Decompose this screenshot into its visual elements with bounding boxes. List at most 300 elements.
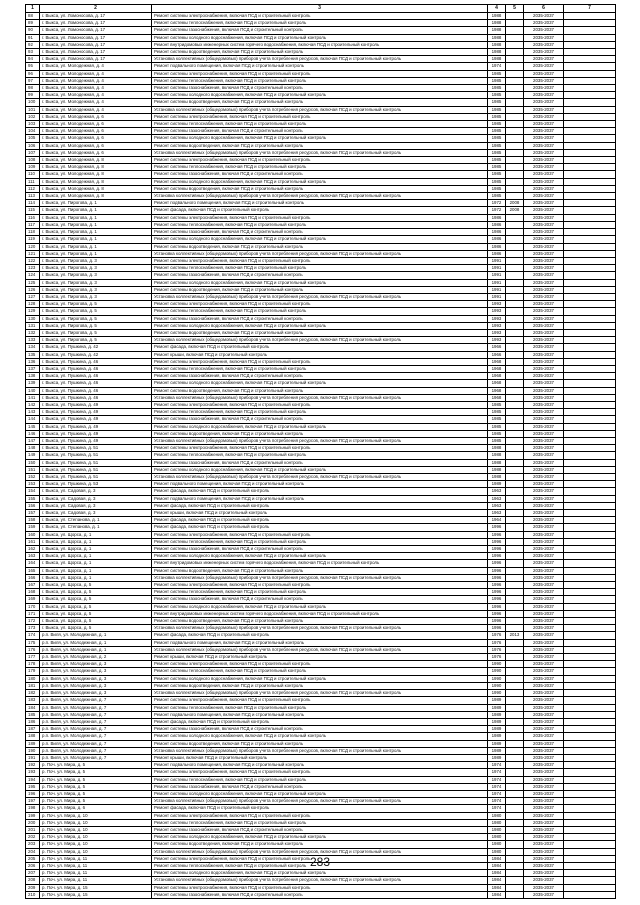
table-cell: 2035-2037 <box>524 488 564 495</box>
table-cell: 208 <box>26 877 40 884</box>
table-cell: 197 <box>26 798 40 805</box>
table-cell <box>506 812 524 819</box>
table-cell <box>506 517 524 524</box>
table-cell: Ремонт системы водоотведения, включая ПСД и строительный контроль <box>152 618 488 625</box>
table-cell <box>564 315 616 322</box>
table-cell: Ремонт системы водоотведения, включая ПСД и строительный контроль <box>152 185 488 192</box>
table-cell: 1988 <box>488 27 506 34</box>
table-cell: 106 <box>26 142 40 149</box>
table-row <box>26 798 616 805</box>
table-cell: Ремонт системы водоотведения, включая ПСД и строительный контроль <box>152 740 488 747</box>
table-cell <box>506 783 524 790</box>
table-cell <box>564 236 616 243</box>
table-cell: 2035-2037 <box>524 682 564 689</box>
table-row <box>26 308 616 315</box>
table-cell <box>506 92 524 99</box>
table-cell <box>564 877 616 884</box>
table-cell: Ремонт внутридомовых инженерных систем горячего водоснабжения, включая ПСД и строительный контроль <box>152 560 488 567</box>
table-cell: 1991 <box>488 286 506 293</box>
table-cell: 179 <box>26 668 40 675</box>
table-cell: 173 <box>26 625 40 632</box>
table-cell <box>564 49 616 56</box>
table-cell <box>564 221 616 228</box>
table-cell: р. Поч. ул. Мира, д. 10 <box>40 841 152 848</box>
table-cell: 1984 <box>488 891 506 898</box>
table-cell: 2035-2037 <box>524 445 564 452</box>
table-cell: 1966 <box>488 344 506 351</box>
table-cell <box>506 502 524 509</box>
table-cell: 2035-2037 <box>524 142 564 149</box>
table-cell: 1980 <box>488 812 506 819</box>
table-cell: 2035-2037 <box>524 185 564 192</box>
table-row <box>26 250 616 257</box>
table-row <box>26 301 616 308</box>
table-cell: Ремонт подвального помещения, включая ПСД и строительный контроль <box>152 711 488 718</box>
table-cell: 2035-2037 <box>524 193 564 200</box>
table-cell: 140 <box>26 387 40 394</box>
table-cell: Ремонт подвального помещения, включая ПСД и строительный контроль <box>152 639 488 646</box>
table-cell: 1980 <box>488 848 506 855</box>
table-cell: 207 <box>26 870 40 877</box>
table-cell: Ремонт системы водоотведения, включая ПСД и строительный контроль <box>152 49 488 56</box>
table-cell: 2035-2037 <box>524 272 564 279</box>
table-cell: 127 <box>26 293 40 300</box>
table-cell: 116 <box>26 214 40 221</box>
table-cell: 2035-2037 <box>524 740 564 747</box>
table-row <box>26 34 616 41</box>
table-cell: 2035-2037 <box>524 70 564 77</box>
table-row <box>26 488 616 495</box>
table-cell <box>564 524 616 531</box>
table-cell <box>506 41 524 48</box>
table-cell: Ремонт системы теплоснабжения, включая ПСД и строительный контроль <box>152 77 488 84</box>
table-cell <box>564 826 616 833</box>
table-cell <box>564 63 616 70</box>
table-cell: р.п. Виля, ул. Молодежная, д. 7 <box>40 733 152 740</box>
table-cell: 2035-2037 <box>524 387 564 394</box>
table-row <box>26 754 616 761</box>
table-cell: 1985 <box>488 142 506 149</box>
table-cell <box>506 301 524 308</box>
table-row <box>26 272 616 279</box>
table-cell <box>564 387 616 394</box>
table-cell: 1985 <box>488 135 506 142</box>
table-cell: 1991 <box>488 265 506 272</box>
table-cell: 1996 <box>488 582 506 589</box>
table-cell: 189 <box>26 740 40 747</box>
table-cell <box>564 243 616 250</box>
table-cell <box>506 142 524 149</box>
table-cell <box>506 171 524 178</box>
table-cell: 1988 <box>488 41 506 48</box>
table-cell: р. Поч. ул. Мира, д. 5 <box>40 762 152 769</box>
table-cell: Ремонт системы электроснабжения, включая ПСД и строительный контроль <box>152 769 488 776</box>
table-cell: 2035-2037 <box>524 495 564 502</box>
table-cell: 2035-2037 <box>524 783 564 790</box>
table-row <box>26 517 616 524</box>
table-cell <box>564 250 616 257</box>
table-cell: Установка коллективных (общедомовых) приборов учета потребления ресурсов, включая ПСД и строительный контроль <box>152 293 488 300</box>
table-cell: 2035-2037 <box>524 834 564 841</box>
table-cell: 1976 <box>488 646 506 653</box>
table-cell <box>564 286 616 293</box>
table-cell <box>506 841 524 848</box>
table-row <box>26 553 616 560</box>
table-cell: 202 <box>26 834 40 841</box>
table-cell: 2035-2037 <box>524 733 564 740</box>
table-cell <box>506 236 524 243</box>
table-cell: 2035-2037 <box>524 618 564 625</box>
table-cell: Ремонт системы теплоснабжения, включая ПСД и строительный контроль <box>152 538 488 545</box>
table-cell: 2035-2037 <box>524 308 564 315</box>
table-cell: Ремонт системы теплоснабжения, включая ПСД и строительный контроль <box>152 452 488 459</box>
table-cell: г. Выкса, ул. Пушкина, д. 42 <box>40 351 152 358</box>
table-cell: 105 <box>26 135 40 142</box>
table-cell: 131 <box>26 322 40 329</box>
table-cell: Ремонт системы газоснабжения, включая ПСД и строительный контроль <box>152 171 488 178</box>
table-cell: 95 <box>26 63 40 70</box>
table-cell: 1968 <box>488 358 506 365</box>
table-cell: 2035-2037 <box>524 257 564 264</box>
table-cell <box>506 618 524 625</box>
table-cell: 2035-2037 <box>524 63 564 70</box>
table-cell: г. Выкса, ул. Щорса, д. 1 <box>40 538 152 545</box>
table-cell: 1989 <box>488 733 506 740</box>
table-cell: 94 <box>26 56 40 63</box>
table-cell: р. Поч. ул. Мира, д. 11 <box>40 877 152 884</box>
table-cell: 200 <box>26 819 40 826</box>
table-cell: 2035-2037 <box>524 430 564 437</box>
table-cell: 143 <box>26 409 40 416</box>
table-cell <box>564 884 616 891</box>
table-cell: 182 <box>26 690 40 697</box>
table-cell: 2035-2037 <box>524 380 564 387</box>
table-cell <box>506 128 524 135</box>
table-cell: 99 <box>26 92 40 99</box>
table-row <box>26 834 616 841</box>
table-cell: 2035-2037 <box>524 747 564 754</box>
table-cell <box>564 214 616 221</box>
table-cell <box>564 121 616 128</box>
table-cell: 184 <box>26 704 40 711</box>
table-cell <box>564 279 616 286</box>
table-cell: 93 <box>26 49 40 56</box>
table-cell: 2035-2037 <box>524 639 564 646</box>
table-cell: Ремонт фасада, включая ПСД и строительный контроль <box>152 632 488 639</box>
table-cell: 2035-2037 <box>524 149 564 156</box>
table-cell: Ремонт системы холодного водоснабжения, включая ПСД и строительный контроль <box>152 34 488 41</box>
table-cell <box>564 834 616 841</box>
table-cell: 148 <box>26 445 40 452</box>
table-cell: 178 <box>26 661 40 668</box>
table-cell: г. Выкса, ул. Пушкина, д. 46 <box>40 394 152 401</box>
table-cell: Установка коллективных (общедомовых) приборов учета потребления ресурсов, включая ПСД и строительный контроль <box>152 394 488 401</box>
table-cell: Установка коллективных (общедомовых) приборов учета потребления ресурсов, включая ПСД и строительный контроль <box>152 193 488 200</box>
table-cell: Установка коллективных (общедомовых) приборов учета потребления ресурсов, включая ПСД и строительный контроль <box>152 877 488 884</box>
table-cell: 150 <box>26 459 40 466</box>
table-cell <box>506 690 524 697</box>
table-cell: Ремонт системы электроснабжения, включая ПСД и строительный контроль <box>152 884 488 891</box>
table-cell: 1996 <box>488 625 506 632</box>
table-cell: 1968 <box>488 387 506 394</box>
table-row <box>26 437 616 444</box>
table-cell: 110 <box>26 171 40 178</box>
table-cell: 2035-2037 <box>524 711 564 718</box>
table-cell: 1993 <box>488 322 506 329</box>
table-cell: 2008 <box>506 200 524 207</box>
table-cell: Ремонт системы газоснабжения, включая ПСД и строительный контроль <box>152 783 488 790</box>
table-cell: г. Выкса, ул. Пушкина, д. 49 <box>40 416 152 423</box>
table-cell: 1985 <box>488 178 506 185</box>
table-cell: Установка коллективных (общедомовых) приборов учета потребления ресурсов, включая ПСД и строительный контроль <box>152 56 488 63</box>
table-cell: 1986 <box>488 236 506 243</box>
table-cell: 139 <box>26 380 40 387</box>
table-cell: 1993 <box>488 337 506 344</box>
table-cell <box>564 675 616 682</box>
table-cell: 1991 <box>488 272 506 279</box>
table-cell: г. Выкса, ул. Молодежная, д. 8 <box>40 157 152 164</box>
table-row <box>26 776 616 783</box>
table-cell <box>564 560 616 567</box>
column-header: 2 <box>40 5 152 13</box>
table-cell: 128 <box>26 301 40 308</box>
table-cell: 2035-2037 <box>524 229 564 236</box>
table-cell: 2035-2037 <box>524 625 564 632</box>
table-cell: Ремонт фасада, включая ПСД и строительный контроль <box>152 207 488 214</box>
table-cell: г. Выкса, ул. Пирогова, д. 5 <box>40 337 152 344</box>
table-cell: р. Поч. ул. Мира, д. 6 <box>40 805 152 812</box>
table-cell: 2035-2037 <box>524 481 564 488</box>
table-cell: 1993 <box>488 308 506 315</box>
table-cell <box>506 185 524 192</box>
table-cell: 151 <box>26 466 40 473</box>
table-cell <box>506 546 524 553</box>
table-row <box>26 20 616 27</box>
table-cell: 2035-2037 <box>524 877 564 884</box>
table-cell <box>506 560 524 567</box>
table-cell <box>506 308 524 315</box>
table-row <box>26 654 616 661</box>
table-cell: г. Выкса, ул. Молодежная, д. 8 <box>40 193 152 200</box>
table-cell: Ремонт системы электроснабжения, включая ПСД и строительный контроль <box>152 445 488 452</box>
table-cell: Ремонт подвального помещения, включая ПСД и строительный контроль <box>152 200 488 207</box>
table-cell: 1989 <box>488 718 506 725</box>
table-cell <box>506 34 524 41</box>
table-cell <box>564 164 616 171</box>
table-cell: Ремонт системы водоотведения, включая ПСД и строительный контроль <box>152 430 488 437</box>
table-cell: 2035-2037 <box>524 546 564 553</box>
table-cell <box>564 553 616 560</box>
table-row <box>26 265 616 272</box>
table-cell <box>506 610 524 617</box>
table-cell <box>506 85 524 92</box>
table-cell <box>506 380 524 387</box>
table-cell <box>564 546 616 553</box>
table-cell: г. Выкса, ул. Садовая, д. 3 <box>40 495 152 502</box>
table-row <box>26 884 616 891</box>
table-cell: Ремонт системы водоотведения, включая ПСД и строительный контроль <box>152 567 488 574</box>
table-cell: 1974 <box>488 805 506 812</box>
table-cell <box>506 661 524 668</box>
table-row <box>26 805 616 812</box>
table-cell: 171 <box>26 610 40 617</box>
table-cell: 155 <box>26 495 40 502</box>
table-cell: 2035-2037 <box>524 20 564 27</box>
table-cell <box>506 221 524 228</box>
table-cell <box>564 632 616 639</box>
table-cell: г. Выкса, ул. Пушкина, д. 49 <box>40 423 152 430</box>
table-cell <box>506 149 524 156</box>
table-cell: 2035-2037 <box>524 502 564 509</box>
table-cell: 146 <box>26 430 40 437</box>
table-cell: Ремонт системы электроснабжения, включая ПСД и строительный контроль <box>152 697 488 704</box>
table-row <box>26 459 616 466</box>
table-row <box>26 740 616 747</box>
table-cell: 2035-2037 <box>524 34 564 41</box>
table-cell: 2008 <box>506 207 524 214</box>
table-row <box>26 113 616 120</box>
table-cell: 1996 <box>488 596 506 603</box>
table-cell: 2035-2037 <box>524 891 564 898</box>
table-cell <box>564 747 616 754</box>
table-cell: р. Поч. ул. Мира, д. 5 <box>40 776 152 783</box>
table-row <box>26 747 616 754</box>
table-cell: 100 <box>26 99 40 106</box>
table-cell <box>564 668 616 675</box>
table-cell: 2035-2037 <box>524 49 564 56</box>
table-cell: Ремонт системы теплоснабжения, включая ПСД и строительный контроль <box>152 308 488 315</box>
table-cell: Ремонт системы водоотведения, включая ПСД и строительный контроль <box>152 329 488 336</box>
table-cell: 1991 <box>488 279 506 286</box>
table-row <box>26 445 616 452</box>
table-cell: г. Выкса, ул. Пирогова, д. 1 <box>40 229 152 236</box>
table-row <box>26 358 616 365</box>
table-cell <box>506 387 524 394</box>
table-cell <box>564 682 616 689</box>
table-cell: Ремонт системы теплоснабжения, включая ПСД и строительный контроль <box>152 668 488 675</box>
table-cell: Установка коллективных (общедомовых) приборов учета потребления ресурсов, включая ПСД и строительный контроль <box>152 106 488 113</box>
table-header-row <box>26 5 616 13</box>
table-cell: 102 <box>26 113 40 120</box>
table-cell: р. Поч. ул. Мира, д. 10 <box>40 826 152 833</box>
table-cell: 149 <box>26 452 40 459</box>
table-cell: 2035-2037 <box>524 358 564 365</box>
table-cell: Ремонт системы холодного водоснабжения, включая ПСД и строительный контроль <box>152 178 488 185</box>
table-cell <box>506 711 524 718</box>
table-cell <box>564 790 616 797</box>
table-cell <box>506 243 524 250</box>
table-cell: 181 <box>26 682 40 689</box>
table-cell: г. Выкса, ул. Молодежная, д. 4 <box>40 92 152 99</box>
table-cell: 135 <box>26 351 40 358</box>
table-cell: 1985 <box>488 106 506 113</box>
table-cell: Установка коллективных (общедомовых) приборов учета потребления ресурсов, включая ПСД и строительный контроль <box>152 149 488 156</box>
table-cell: 92 <box>26 41 40 48</box>
table-row <box>26 452 616 459</box>
table-cell: 176 <box>26 646 40 653</box>
table-row <box>26 63 616 70</box>
table-row <box>26 41 616 48</box>
table-row <box>26 149 616 156</box>
table-cell: 158 <box>26 517 40 524</box>
table-cell: 109 <box>26 164 40 171</box>
table-cell: Ремонт фасада, включая ПСД и строительный контроль <box>152 524 488 531</box>
table-cell: 2035-2037 <box>524 171 564 178</box>
table-cell: 1986 <box>488 214 506 221</box>
table-cell: 1988 <box>488 20 506 27</box>
table-row <box>26 286 616 293</box>
table-cell: 113 <box>26 193 40 200</box>
table-cell: 2035-2037 <box>524 56 564 63</box>
table-cell <box>564 430 616 437</box>
table-row <box>26 510 616 517</box>
table-cell: р.п. Виля, ул. Молодежная, д. 3 <box>40 661 152 668</box>
table-cell: 2035-2037 <box>524 279 564 286</box>
table-cell: г. Выкса, ул. Садовая, д. 3 <box>40 502 152 509</box>
table-cell <box>564 567 616 574</box>
table-cell <box>564 92 616 99</box>
table-cell: Ремонт системы электроснабжения, включая ПСД и строительный контроль <box>152 358 488 365</box>
table-cell: 2035-2037 <box>524 77 564 84</box>
table-cell: Ремонт системы газоснабжения, включая ПСД и строительный контроль <box>152 891 488 898</box>
table-cell: 191 <box>26 754 40 761</box>
page-number: 283 <box>309 855 331 869</box>
table-cell <box>506 654 524 661</box>
table-cell: 2035-2037 <box>524 762 564 769</box>
table-cell <box>506 135 524 142</box>
table-cell: г. Выкса, ул. Пушкина, д. 51 <box>40 445 152 452</box>
table-cell: р. Поч. ул. Мира, д. 11 <box>40 870 152 877</box>
table-row <box>26 380 616 387</box>
table-cell: 2035-2037 <box>524 812 564 819</box>
table-cell: Ремонт системы холодного водоснабжения, включая ПСД и строительный контроль <box>152 834 488 841</box>
table-cell: г. Выкса, ул. Пирогова, д. 3 <box>40 257 152 264</box>
table-row <box>26 351 616 358</box>
table-cell <box>506 733 524 740</box>
table-cell: 2035-2037 <box>524 675 564 682</box>
table-cell: Установка коллективных (общедомовых) приборов учета потребления ресурсов, включая ПСД и строительный контроль <box>152 250 488 257</box>
table-cell <box>506 754 524 761</box>
table-cell: г. Выкса, ул. Щорса, д. 1 <box>40 560 152 567</box>
table-row <box>26 207 616 214</box>
table-cell <box>564 841 616 848</box>
table-cell <box>564 142 616 149</box>
table-cell: 115 <box>26 207 40 214</box>
table-cell: 183 <box>26 697 40 704</box>
table-cell: 1985 <box>488 185 506 192</box>
table-cell: Ремонт внутридомовых инженерных систем горячего водоснабжения, включая ПСД и строительный контроль <box>152 610 488 617</box>
table-cell: 2035-2037 <box>524 466 564 473</box>
table-cell: 1996 <box>488 560 506 567</box>
table-cell: 124 <box>26 272 40 279</box>
table-cell <box>564 610 616 617</box>
table-row <box>26 85 616 92</box>
table-row <box>26 812 616 819</box>
table-cell: 1985 <box>488 171 506 178</box>
table-cell: 165 <box>26 567 40 574</box>
table-cell <box>506 819 524 826</box>
table-row <box>26 646 616 653</box>
table-row <box>26 135 616 142</box>
table-row <box>26 661 616 668</box>
table-cell <box>564 646 616 653</box>
table-cell: 172 <box>26 618 40 625</box>
table-row <box>26 27 616 34</box>
table-cell: 1996 <box>488 574 506 581</box>
table-cell: Установка коллективных (общедомовых) приборов учета потребления ресурсов, включая ПСД и строительный контроль <box>152 747 488 754</box>
table-cell <box>564 589 616 596</box>
table-cell <box>564 445 616 452</box>
